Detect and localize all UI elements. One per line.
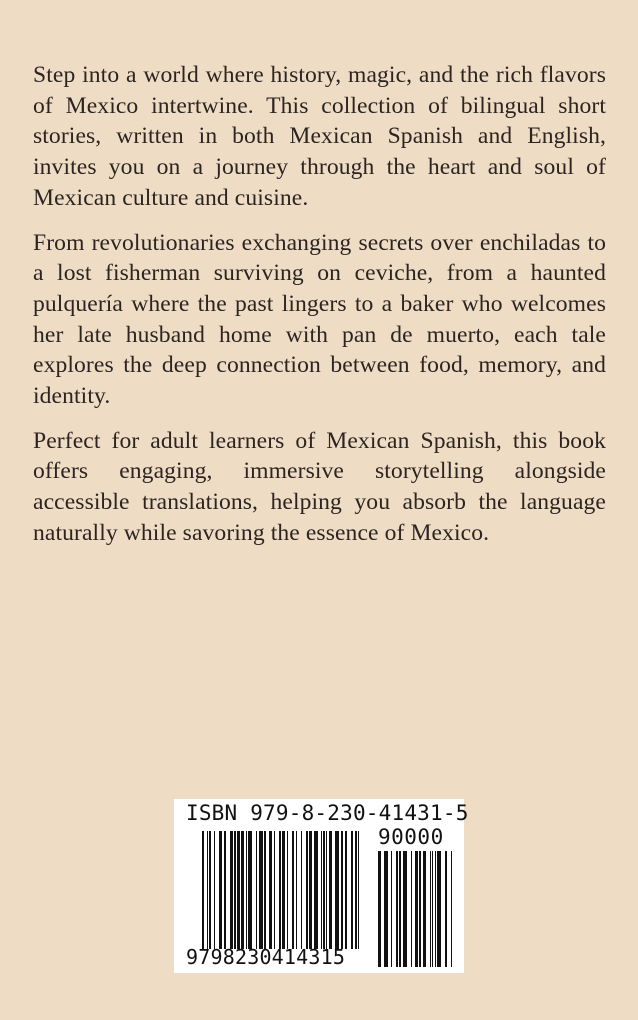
barcode-bar: [423, 851, 426, 967]
barcode-bar: [451, 851, 452, 967]
barcode-bar: [321, 831, 322, 949]
barcode-bar: [399, 851, 401, 967]
barcode-bar: [345, 831, 347, 949]
barcode-bar: [403, 851, 407, 967]
barcode-bar: [411, 851, 412, 967]
barcode-bar: [329, 831, 332, 949]
barcode-bar: [279, 831, 281, 949]
blurb-paragraph-2: From revolutionaries exchanging secrets over enchiladas to a lost fisherman surviving on ceviche, from a haunted pulquería where the past lingers to a baker who welcomes her late husband home with pan de muerto, each tale explores the deep connection between food, memory, and identity.: [33, 229, 606, 410]
barcode-bar: [224, 831, 226, 949]
barcode-bar: [432, 851, 433, 967]
barcode-bar: [430, 851, 431, 967]
barcode-bar: [214, 831, 215, 949]
blurb-paragraph-1: Step into a world where history, magic, and the rich flavors of Mexico intertwine. This collection of bilingual short stories, written in both Mexican Spanish and English, invites you on a journey through the heart and soul of Mexican culture and cuisine.: [33, 62, 606, 211]
barcode-bar: [287, 831, 288, 949]
barcode-bar: [248, 831, 252, 949]
barcode-bar: [419, 851, 421, 967]
barcode-bar: [241, 831, 244, 949]
barcode-bar: [296, 831, 297, 949]
barcode-bar: [335, 831, 339, 949]
barcode-bar: [256, 831, 257, 949]
barcode-bar: [415, 851, 418, 967]
barcode-bar: [234, 831, 236, 949]
barcode-bar: [435, 851, 436, 967]
barcode-bar: [264, 831, 266, 949]
barcode-bar: [306, 831, 308, 949]
barcode-bar: [437, 851, 441, 967]
barcode-bar: [207, 831, 208, 949]
barcode-bar: [219, 831, 222, 949]
barcode-bar: [384, 851, 388, 967]
barcode-bar: [301, 831, 302, 949]
isbn-barcode: [174, 799, 469, 973]
barcode-bar: [323, 831, 325, 949]
barcode-bar: [341, 831, 343, 949]
barcode-bar: [282, 831, 285, 949]
barcode-bar: [309, 831, 312, 949]
barcode-digits: 9798230414315: [186, 945, 346, 969]
barcode-bar: [358, 831, 359, 949]
blurb-paragraph-3: Perfect for adult learners of Mexican Spanish, this book offers engaging, immersive storytelling alongside accessible translations, helping you absorb the language naturally while savoring the essence of Mexico.: [33, 427, 606, 546]
barcode-bar: [378, 851, 381, 967]
barcode-bar: [202, 831, 204, 949]
barcode-bar: [259, 831, 263, 949]
barcode-bar: [230, 831, 233, 949]
price-code: 90000: [378, 825, 444, 849]
barcode-bar: [326, 831, 327, 949]
barcode-bar: [396, 851, 398, 967]
back-cover-blurb: [33, 60, 606, 563]
isbn-label: ISBN 979-8-230-41431-5: [186, 801, 469, 825]
barcode-bar: [209, 831, 211, 949]
barcode-bar: [355, 831, 357, 949]
barcode-bar: [269, 831, 272, 949]
barcode-bar: [445, 851, 447, 967]
barcode-bar: [237, 831, 240, 949]
barcode-bar: [351, 831, 353, 949]
barcode-bar: [391, 851, 392, 967]
barcode-bar: [292, 831, 294, 949]
barcode-bar: [274, 831, 275, 949]
barcode-bar: [246, 831, 247, 949]
ean-bars: [202, 831, 359, 949]
price-addon-bars: [378, 851, 452, 967]
barcode-bar: [314, 831, 318, 949]
